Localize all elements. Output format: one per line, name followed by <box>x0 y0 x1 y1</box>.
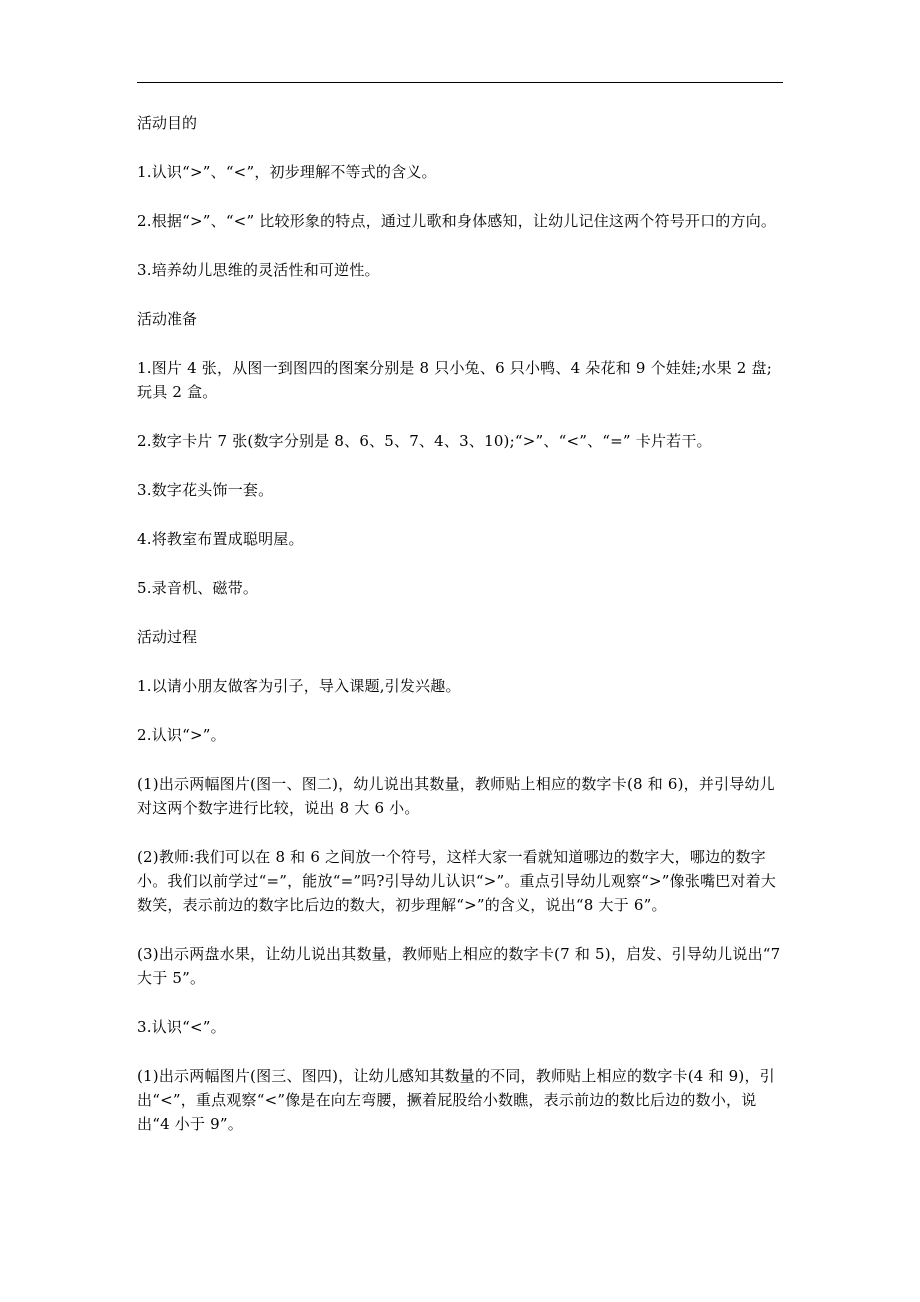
section-heading: 活动准备 <box>137 310 198 328</box>
paragraph: (2)教师:我们可以在 8 和 6 之间放一个符号，这样大家一看就知道哪边的数字大，哪边的数字小。我们以前学过“=”，能放“=”吗?引导幼儿认识“>”。重点引导幼儿观察“>”像张嘴巴对着大数笑，表示前边的数字比后边的数大，初步理解“>”的含义，说出“8 大于 6”。 <box>137 848 777 914</box>
paragraph: 2.数字卡片 7 张(数字分别是 8、6、5、7、4、3、10);“>”、“<”、“=” 卡片若干。 <box>137 432 712 450</box>
section-heading: 活动过程 <box>137 628 198 646</box>
paragraph: 1.认识“>”、“<”，初步理解不等式的含义。 <box>137 163 437 181</box>
paragraph: (1)出示两幅图片(图三、图四)，让幼儿感知其数量的不同，教师贴上相应的数字卡(4 和 9)，引出“<”，重点观察“<”像是在向左弯腰，撅着屁股给小数瞧，表示前边的数比后边的数小，说出“4 小于 9”。 <box>137 1067 775 1133</box>
paragraph: 4.将教室布置成聪明屋。 <box>137 530 304 548</box>
document-body <box>137 111 785 1161</box>
paragraph: 1.图片 4 张，从图一到图四的图案分别是 8 只小兔、6 只小鸭、4 朵花和 9 个娃娃;水果 2 盘;玩具 2 盒。 <box>137 359 772 401</box>
paragraph: 3.认识“<”。 <box>137 1018 226 1036</box>
section-heading: 活动目的 <box>137 114 198 132</box>
header-rule <box>137 82 783 83</box>
paragraph: 5.录音机、磁带。 <box>137 579 259 597</box>
paragraph: 1.以请小朋友做客为引子，导入课题,引发兴趣。 <box>137 677 461 695</box>
paragraph: 3.培养幼儿思维的灵活性和可逆性。 <box>137 261 380 279</box>
paragraph: 3.数字花头饰一套。 <box>137 481 274 499</box>
paragraph: (1)出示两幅图片(图一、图二)，幼儿说出其数量，教师贴上相应的数字卡(8 和 6)，并引导幼儿对这两个数字进行比较，说出 8 大 6 小。 <box>137 775 775 817</box>
paragraph: 2.根据“>”、“<” 比较形象的特点，通过儿歌和身体感知，让幼儿记住这两个符号开口的方向。 <box>137 212 777 230</box>
paragraph: 2.认识“>”。 <box>137 726 226 744</box>
paragraph: (3)出示两盘水果，让幼儿说出其数量，教师贴上相应的数字卡(7 和 5)，启发、引导幼儿说出“7 大于 5”。 <box>137 945 786 987</box>
